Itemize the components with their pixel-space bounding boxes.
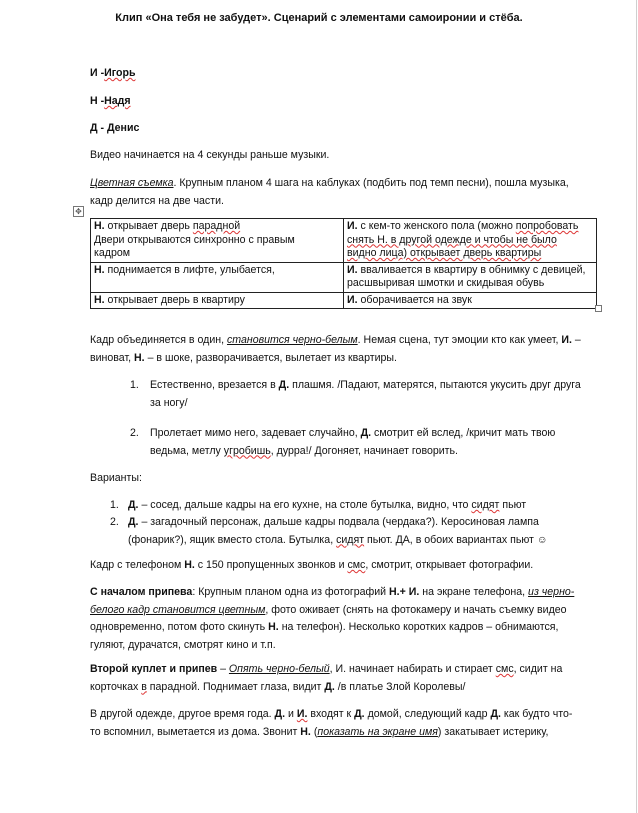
verse2-paragraph: Второй куплет и припев – Опять черно-белый, И. начинает набирать и стирает смс, сидит на корточках в парадной. Поднимает глаза, видит Д. /в платье Злой Королевы/: [90, 663, 563, 693]
list-number: 2.: [130, 427, 139, 439]
table-cell: Н. открывает дверь парадной Двери открываются синхронно с правым кадром: [91, 219, 344, 263]
numbered-item-1: Естественно, врезается в Д. плашмя. /Падают, матерятся, пытаются укусить друг друга за ногу/: [150, 379, 581, 409]
final-paragraph: В другой одежде, другое время года. Д. и И. входят к Д. домой, следующий кадр Д. как будто что- то вспомнил, выметается из дома. Звонит Н. (показать на экране имя) закатывает истерику,: [90, 708, 573, 738]
variant-item-2: Д. – загадочный персонаж, дальше кадры подвала (чердака?). Керосиновая лампа (фонарик?), ящик вместо стола. Бутылка, сидят пьют. ДА, в обоих вариантах пьют ☺: [128, 516, 548, 546]
list-number: 1.: [110, 499, 119, 511]
table-cell: И. оборачивается на звук: [344, 292, 597, 309]
table-row: [91, 262, 597, 292]
scene-table: [90, 218, 597, 309]
phone-paragraph: Кадр с телефоном Н. с 150 пропущенных звонков и смс, смотрит, открывает фотографии.: [90, 559, 534, 571]
table-resize-handle-icon[interactable]: [595, 305, 602, 312]
table-cell: И. с кем-то женского пола (можно попробовать снять Н. в другой одежде и чтобы не было видно лица) открывает дверь квартиры: [344, 219, 597, 263]
list-number: 2.: [110, 516, 119, 528]
table-row: [91, 219, 597, 263]
chorus-paragraph: С началом припева: Крупным планом одна из фотографий Н.+ И. на экране телефона, из черно- белого кадр становится цветным, фото оживает (снять на фотокамеру и начать съемку видео одновременно, потом фото скинуть Н. на телефон). Несколько коротких кадров – обнимаются, гуляют, дурачатся, смотрят кино и т.п.: [90, 586, 575, 651]
list-number: 1.: [130, 379, 139, 391]
table-cell: Н. открывает дверь в квартиру: [91, 292, 344, 309]
table-move-handle-icon[interactable]: ✥: [73, 206, 84, 217]
document-title: Клип «Она тебя не забудет». Сценарий с элементами самоиронии и стёба.: [115, 12, 523, 24]
cast-nadya: Н -Надя: [90, 95, 131, 107]
intro-paragraph: Видео начинается на 4 секунды раньше музыки.: [90, 149, 330, 161]
variant-item-1: Д. – сосед, дальше кадры на его кухне, на столе бутылка, видно, что сидят пьют: [128, 499, 527, 511]
numbered-item-2: Пролетает мимо него, задевает случайно, Д. смотрит ей вслед, /кричит мать твою ведьма, метлу угробишь, дурра!/ Догоняет, начинает говорить.: [150, 427, 556, 457]
color-shot-paragraph: Цветная съемка. Крупным планом 4 шага на каблуках (подбить под темп песни), пошла музыка, кадр делится на две части.: [90, 177, 569, 207]
table-cell: И. вваливается в квартиру в обнимку с девицей, расшвыривая шмотки и скидывая обувь: [344, 262, 597, 292]
table-cell: Н. поднимается в лифте, улыбается,: [91, 262, 344, 292]
variants-label: Варианты:: [90, 472, 142, 484]
page-edge: [636, 0, 637, 813]
cast-denis: Д - Денис: [90, 122, 140, 134]
cast-igor: И -Игорь: [90, 67, 136, 79]
merge-paragraph: Кадр объединяется в один, становится черно-белым. Немая сцена, тут эмоции кто как умеет, И. – виноват, Н. – в шоке, разворачивается, вылетает из квартиры.: [90, 334, 581, 364]
table-row: [91, 292, 597, 309]
